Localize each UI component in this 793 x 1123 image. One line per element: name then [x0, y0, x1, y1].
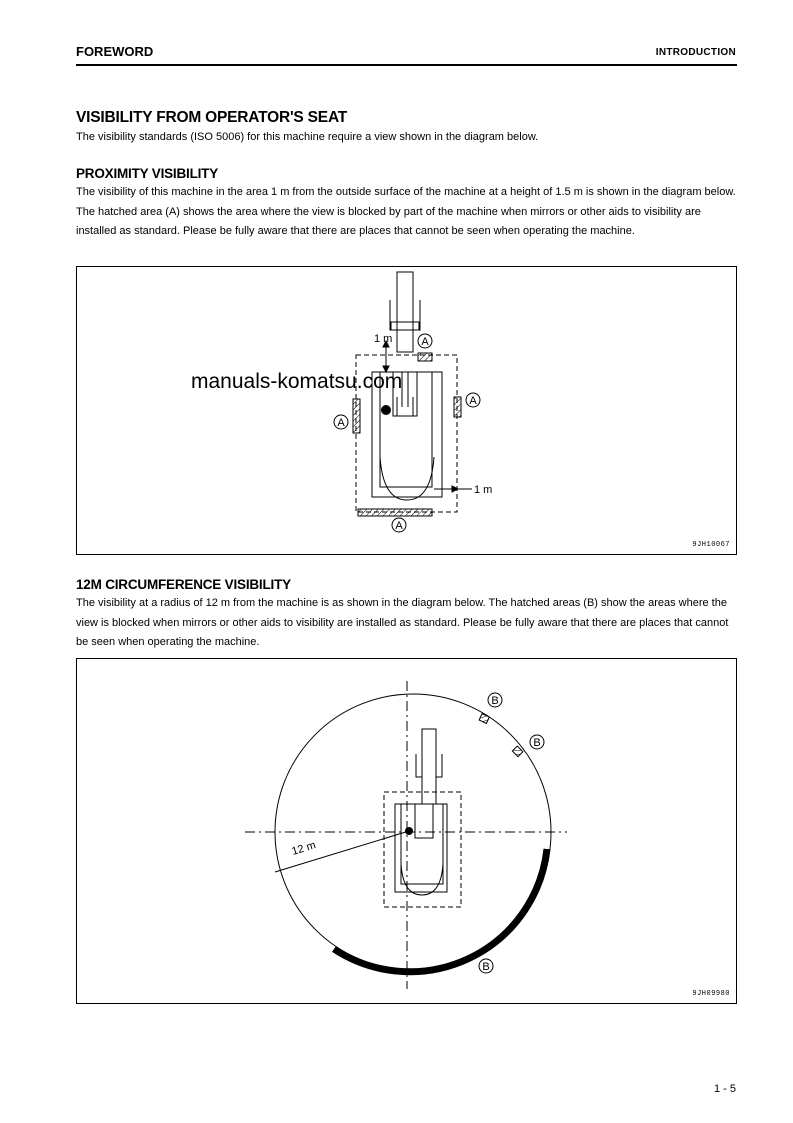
proximity-title: PROXIMITY VISIBILITY — [76, 166, 219, 181]
circumference-body: The visibility at a radius of 12 m from the machine is as shown in the diagram below. The hatched areas (B) show the areas where the view is blocked when mirrors or other aids to visibility are installed as standard. Please be fully aware that there are places that cannot be seen when operating the machine. — [76, 597, 729, 648]
label-b-front-1 — [488, 693, 502, 707]
circumference-figure-id: 9JH09980 — [692, 990, 730, 998]
svg-text:A: A — [395, 520, 403, 532]
blocked-area-b-rear-outline — [334, 849, 547, 972]
blocked-area-a-left — [353, 399, 360, 433]
dimension-1m-side — [434, 486, 472, 492]
circumference-figure — [76, 658, 737, 1004]
header-rule — [76, 64, 737, 66]
svg-text:B: B — [533, 737, 541, 749]
label-b-front-2 — [530, 735, 544, 749]
svg-text:A: A — [337, 417, 345, 429]
svg-text:B: B — [482, 961, 490, 973]
machine-topview — [395, 729, 447, 895]
proximity-diagram — [77, 267, 738, 556]
watermark: manuals-komatsu.com — [191, 370, 403, 393]
proximity-figure-id: 9JH10067 — [692, 541, 730, 549]
dimension-1m-side-label: 1 m — [474, 484, 493, 496]
header-chapter-label: INTRODUCTION — [655, 47, 736, 58]
label-a-right — [466, 393, 480, 407]
blocked-area-a-front — [418, 353, 432, 361]
svg-text:A: A — [469, 395, 477, 407]
blocked-area-a-right — [454, 397, 461, 417]
proximity-body: The visibility of this machine in the area 1 m from the outside surface of the machine at a height of 1.5 m is shown in the diagram below. The hatched area (A) shows the area where the view is blocked by part of the machine when mirrors or other aids to visibility are installed as standard. Please be fully aware that there are places that cannot be seen when operating the machine. — [76, 186, 736, 237]
blocked-area-b-front-1 — [479, 714, 489, 724]
dimension-1m-top-label: 1 m — [374, 333, 393, 345]
svg-text:B: B — [491, 695, 499, 707]
page-number: 1 - 5 — [713, 1083, 736, 1095]
svg-text:A: A — [421, 336, 429, 348]
label-a-front — [418, 334, 432, 348]
label-a-rear — [392, 518, 406, 532]
circumference-title: 12M CIRCUMFERENCE VISIBILITY — [76, 577, 291, 592]
section-intro: The visibility standards (ISO 5006) for this machine require a view shown in the diagram below. — [76, 131, 539, 143]
dimension-1m-top — [383, 341, 389, 372]
operator-eye-point — [381, 405, 391, 415]
blocked-area-b-rear — [334, 849, 547, 972]
machine-boundary — [384, 792, 461, 907]
label-a-left — [334, 415, 348, 429]
circumference-diagram — [77, 659, 738, 1005]
proximity-figure — [76, 266, 737, 555]
label-b-rear — [479, 959, 493, 973]
header-section-label: FOREWORD — [76, 44, 154, 59]
radius-label: 12 m — [290, 839, 318, 858]
section-title: VISIBILITY FROM OPERATOR'S SEAT — [76, 109, 348, 126]
blocked-area-b-front-2 — [512, 746, 523, 757]
blocked-area-a-rear — [358, 509, 432, 516]
machine-boom — [390, 272, 420, 352]
